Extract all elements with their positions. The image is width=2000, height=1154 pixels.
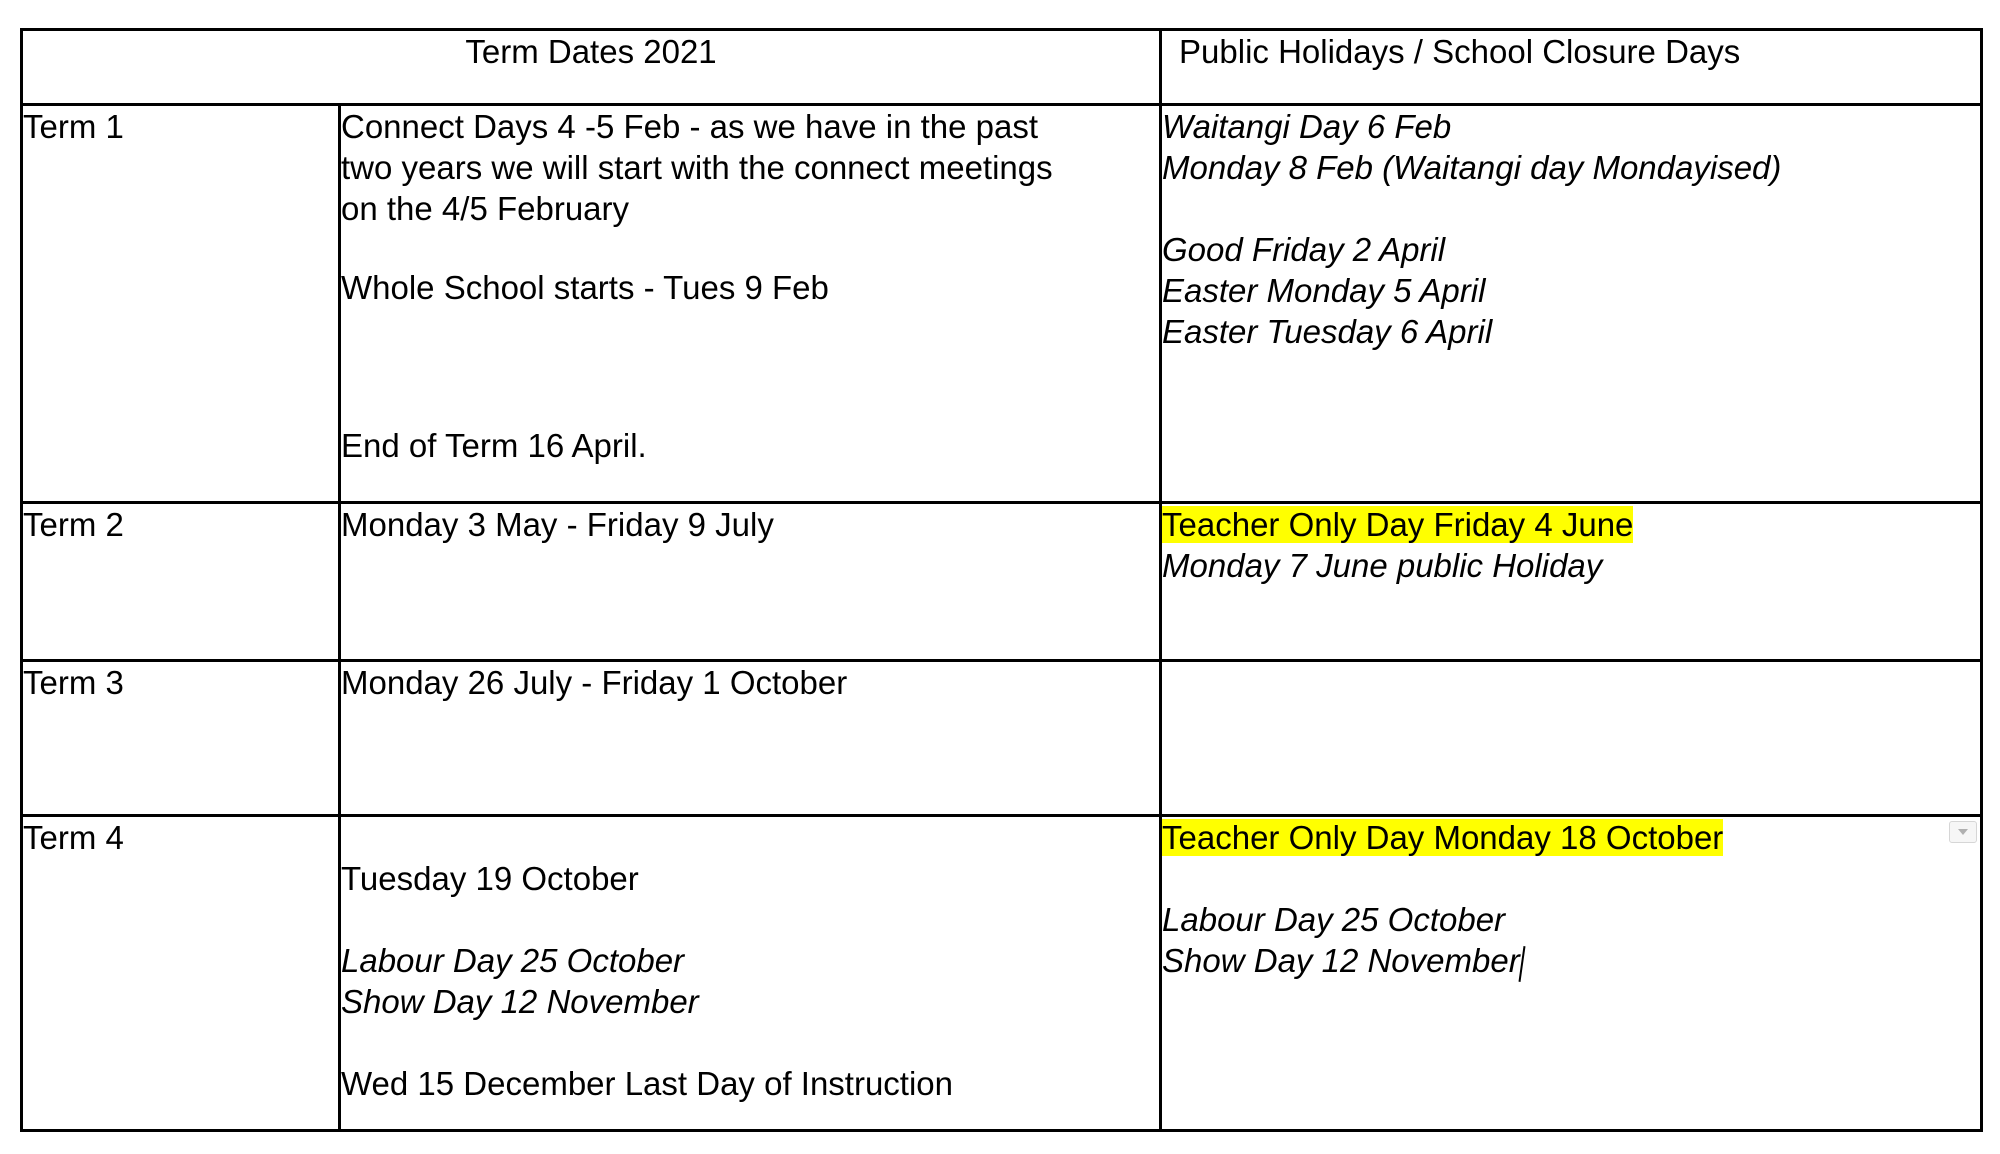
dates-line: on the 4/5 February	[341, 190, 630, 227]
holiday-item: Labour Day 25 October	[1162, 901, 1506, 938]
term-range: Monday 3 May - Friday 9 July	[341, 506, 774, 543]
header-term-dates: Term Dates 2021	[22, 30, 1161, 105]
holiday-item: Show Day 12 November	[341, 983, 699, 1020]
term-label: Term 2	[23, 506, 124, 543]
dates-line: two years we will start with the connect meetings	[341, 149, 1053, 186]
holidays-cell[interactable]	[1161, 816, 1982, 1131]
term-label: Term 1	[23, 108, 124, 145]
holiday-item: Labour Day 25 October	[341, 942, 685, 979]
term-name	[22, 816, 340, 1131]
table-row	[22, 503, 1982, 661]
table-row	[22, 816, 1982, 1131]
table-row	[22, 105, 1982, 503]
holiday-item: Easter Tuesday 6 April	[1162, 313, 1493, 350]
term-dates-cell[interactable]	[340, 661, 1161, 816]
holiday-item: Good Friday 2 April	[1162, 231, 1446, 268]
teacher-only-day-highlight: Teacher Only Day Friday 4 June	[1162, 506, 1634, 543]
holiday-item: Monday 7 June public Holiday	[1162, 547, 1603, 584]
holidays-cell[interactable]	[1161, 105, 1982, 503]
term-name	[22, 661, 340, 816]
teacher-only-day-highlight: Teacher Only Day Monday 18 October	[1162, 819, 1724, 856]
term-label: Term 3	[23, 664, 124, 701]
header-row	[22, 30, 1982, 105]
term-dates-table	[20, 28, 1983, 1132]
chevron-down-icon[interactable]	[1949, 821, 1977, 843]
holidays-cell[interactable]	[1161, 661, 1982, 816]
header-holidays: Public Holidays / School Closure Days	[1161, 30, 1982, 105]
term-name	[22, 503, 340, 661]
school-start: Whole School starts - Tues 9 Feb	[341, 269, 829, 306]
term-start: Tuesday 19 October	[341, 860, 639, 897]
term-dates-cell[interactable]	[340, 503, 1161, 661]
term-dates-cell[interactable]	[340, 105, 1161, 503]
table-row	[22, 661, 1982, 816]
holiday-item: Easter Monday 5 April	[1162, 272, 1486, 309]
holidays-cell[interactable]	[1161, 503, 1982, 661]
dates-line: Connect Days 4 -5 Feb - as we have in the past	[341, 108, 1039, 145]
holiday-item: Monday 8 Feb (Waitangi day Mondayised)	[1162, 149, 1782, 186]
holiday-item: Show Day 12 November	[1162, 942, 1520, 979]
term-dates-cell[interactable]	[340, 816, 1161, 1131]
term-label: Term 4	[23, 819, 124, 856]
last-day: Wed 15 December Last Day of Instruction	[341, 1065, 954, 1102]
term-name	[22, 105, 340, 503]
holiday-item: Waitangi Day 6 Feb	[1162, 108, 1452, 145]
term-end: End of Term 16 April.	[341, 427, 647, 464]
term-range: Monday 26 July - Friday 1 October	[341, 664, 848, 701]
